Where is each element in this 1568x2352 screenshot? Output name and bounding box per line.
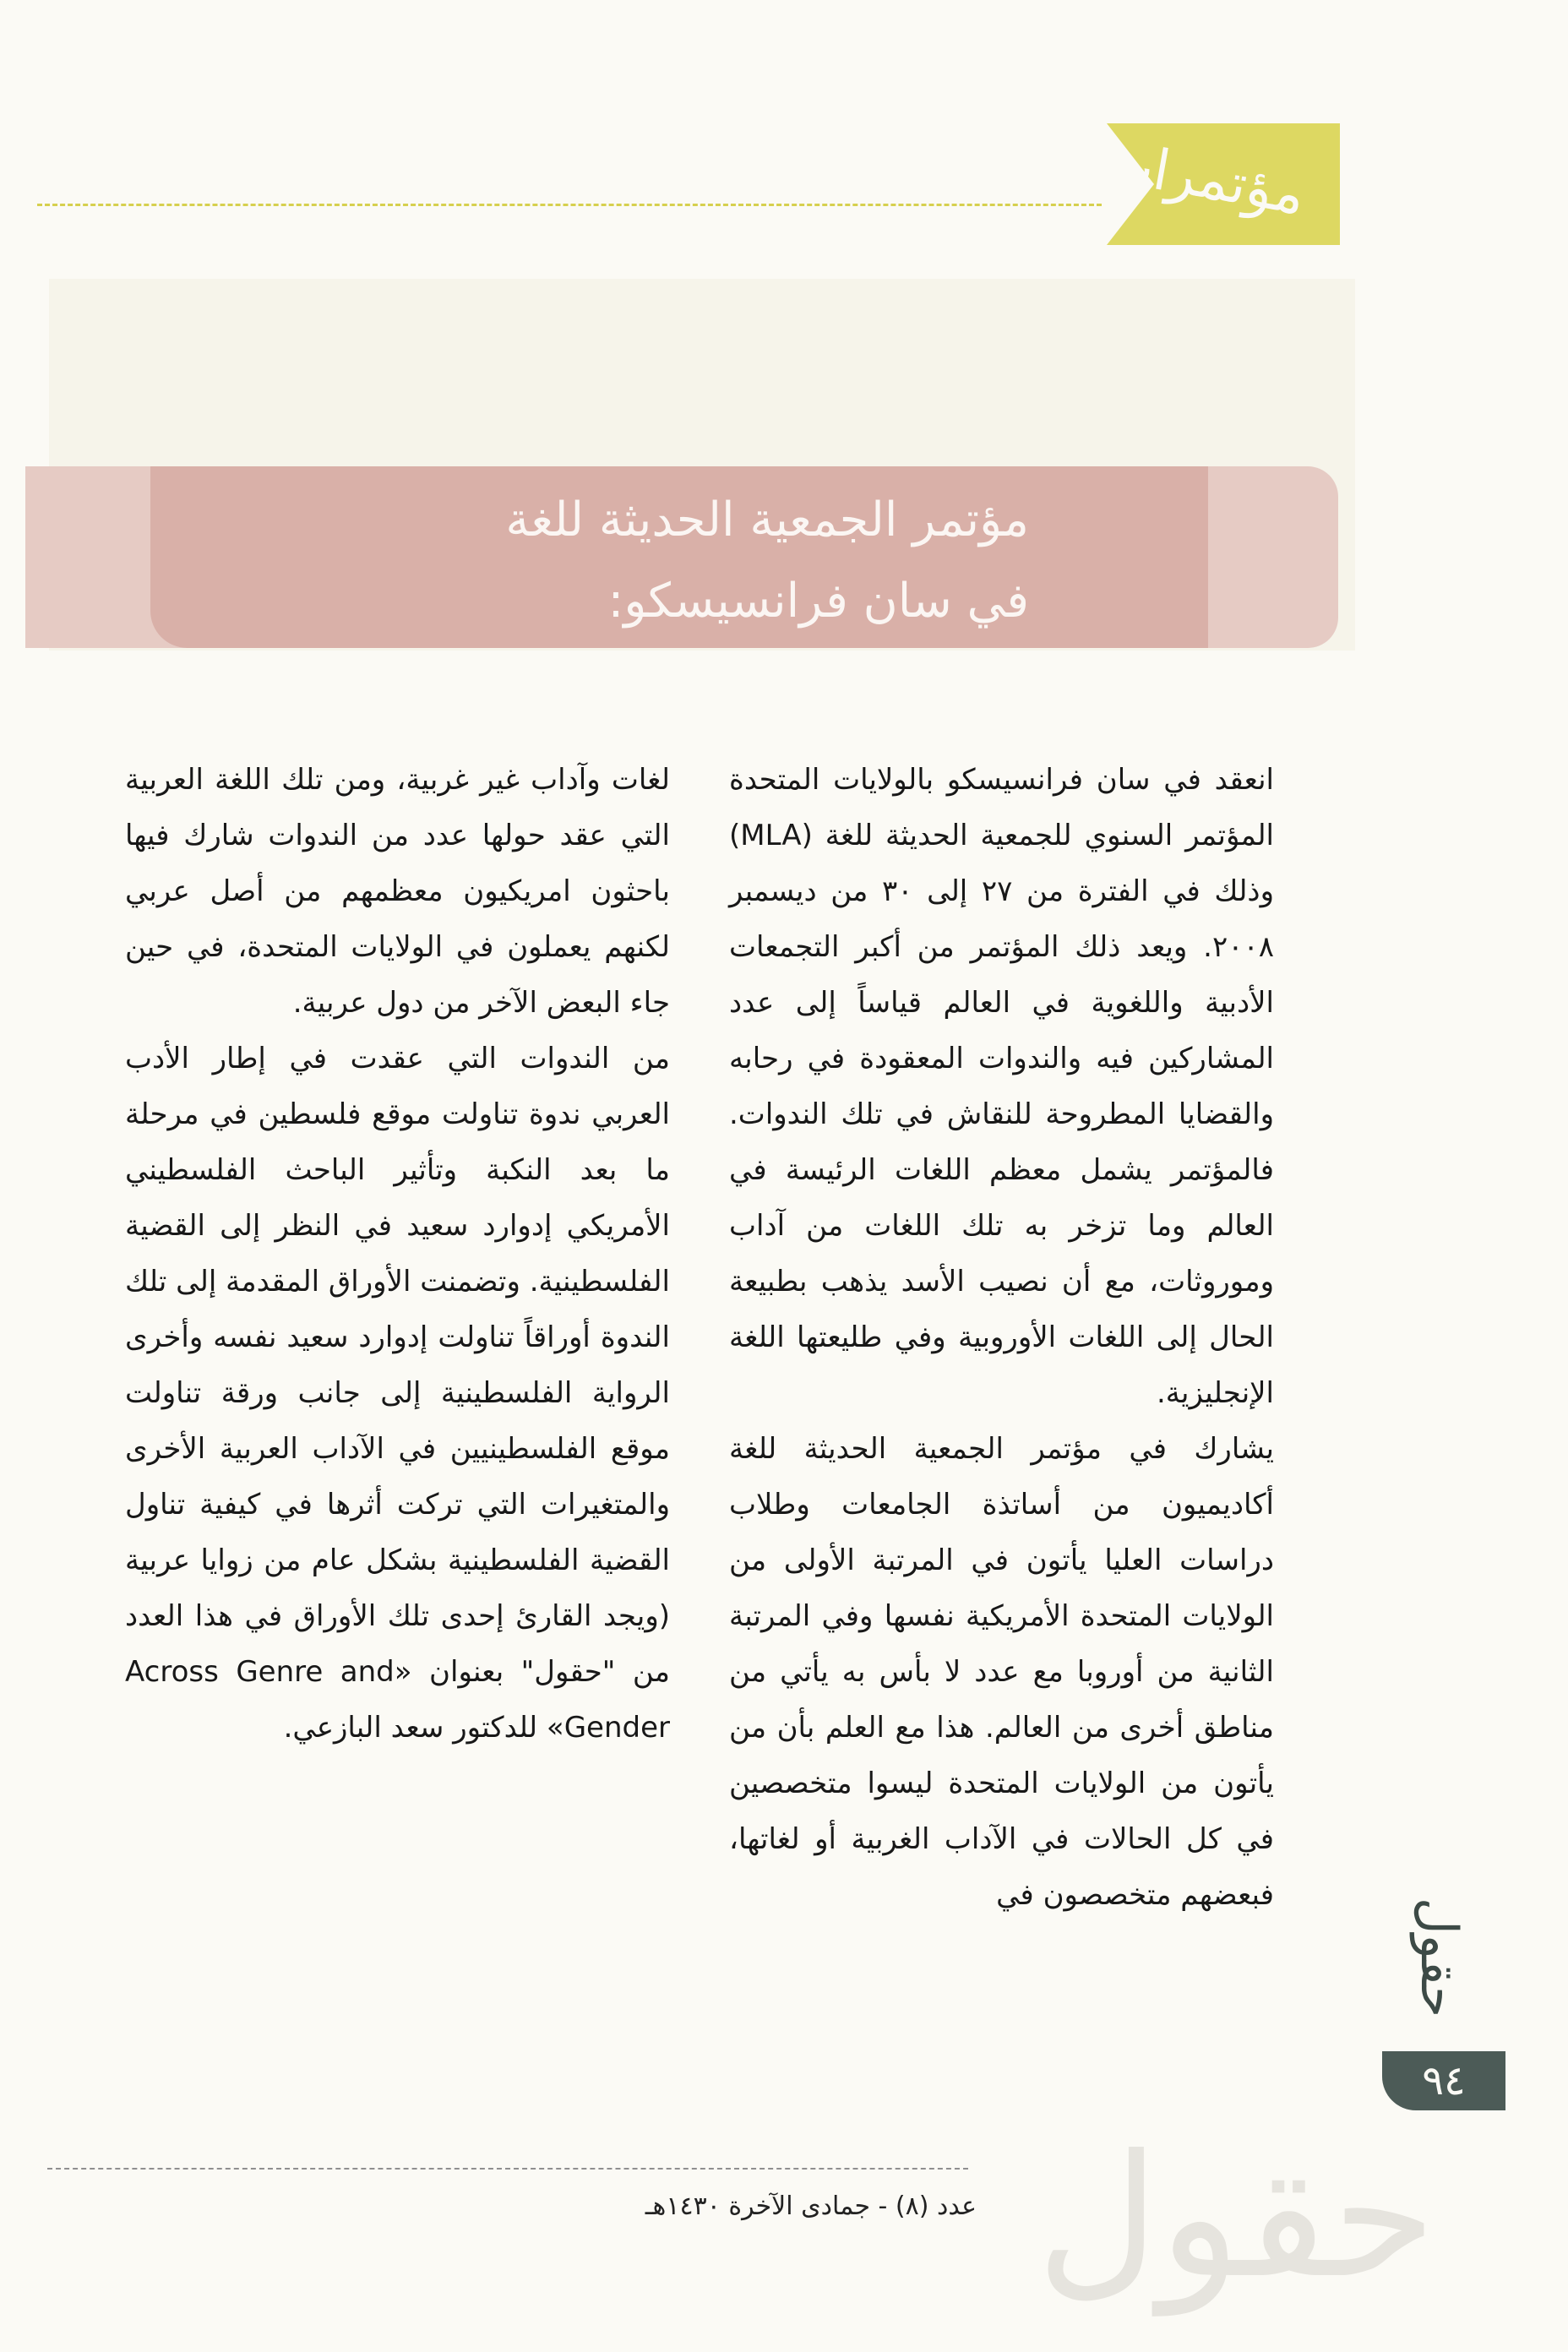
- brand-watermark: حقول: [1036, 2119, 1436, 2316]
- title-line-2: في سان فرانسيسكو:: [607, 574, 1029, 629]
- article-body: [125, 752, 1274, 1935]
- side-brand-logo: حقول: [1409, 1897, 1468, 2017]
- paragraph: يشارك في مؤتمر الجمعية الحديثة للغة أكاديميون من أساتذة الجامعات وطلاب دراسات العليا يأتون في المرتبة الأولى من الولايات المتحدة الأمريكية نفسها وفي المرتبة الثانية من أوروبا مع عدد لا بأس به يأتي من مناطق أخرى من العالم. هذا مع العلم بأن من يأتون من الولايات المتحدة ليسوا متخصصين في كل الحالات في الآداب الغربية أو لغاتها، فبعضهم متخصصون في: [729, 1432, 1274, 1912]
- issue-footer: عدد (٨) - جمادى الآخرة ١٤٣٠هـ: [645, 2191, 977, 2221]
- title-line-1: مؤتمر الجمعية الحديثة للغة: [505, 493, 1029, 547]
- column-left: [125, 752, 670, 1756]
- column-right: [729, 752, 1274, 1923]
- article-title: [150, 480, 1029, 642]
- paragraph: من الندوات التي عقدت في إطار الأدب العربي ندوة تناولت موقع فلسطين في مرحلة ما بعد النكبة وتأثير الباحث الفلسطيني الأمريكي إدوارد سعيد في النظر إلى القضية الفلسطينية. وتضمنت الأوراق المقدمة إلى تلك الندوة أوراقاً تناولت إدوارد سعيد نفسه وأخرى الرواية الفلسطينية إلى جانب ورقة تناولت موقع الفلسطينيين في الآداب العربية الأخرى والمتغيرات التي تركت أثرها في كيفية تناول القضية الفلسطينية بشكل عام من زوايا عربية (ويجد القارئ إحدى تلك الأوراق في هذا العدد من "حقول" بعنوان «Across Genre and Gender» للدكتور سعد البازعي.: [125, 1042, 671, 1745]
- section-tab: [1097, 123, 1340, 245]
- paragraph: انعقد في سان فرانسيسكو بالولايات المتحدة المؤتمر السنوي للجمعية الحديثة للغة (MLA) وذلك في الفترة من ٢٧ إلى ٣٠ من ديسمبر ٢٠٠٨. ويعد ذلك المؤتمر من أكبر التجمعات الأدبية واللغوية في العالم قياساً إلى عدد المشاركين فيه والندوات المعقودة في رحابه والقضايا المطروحة للنقاش في تلك الندوات. فالمؤتمر يشمل معظم اللغات الرئيسة في العالم وما تزخر به تلك اللغات من آداب وموروثات، مع أن نصيب الأسد يذهب بطبيعة الحال إلى اللغات الأوروبية وفي طليعتها اللغة الإنجليزية.: [729, 763, 1274, 1410]
- top-dashed-rule: [37, 204, 1102, 206]
- page-number: ٩٤: [1382, 2051, 1505, 2110]
- paragraph: لغات وآداب غير غربية، ومن تلك اللغة العربية التي عقد حولها عدد من الندوات شارك فيها باحثون امريكيون معظمهم من أصل عربي لكنهم يعملون في الولايات المتحدة، في حين جاء البعض الآخر من دول عربية.: [125, 763, 670, 1020]
- section-label: مؤتمرات: [1097, 128, 1310, 228]
- bottom-dashed-rule: [47, 2168, 968, 2170]
